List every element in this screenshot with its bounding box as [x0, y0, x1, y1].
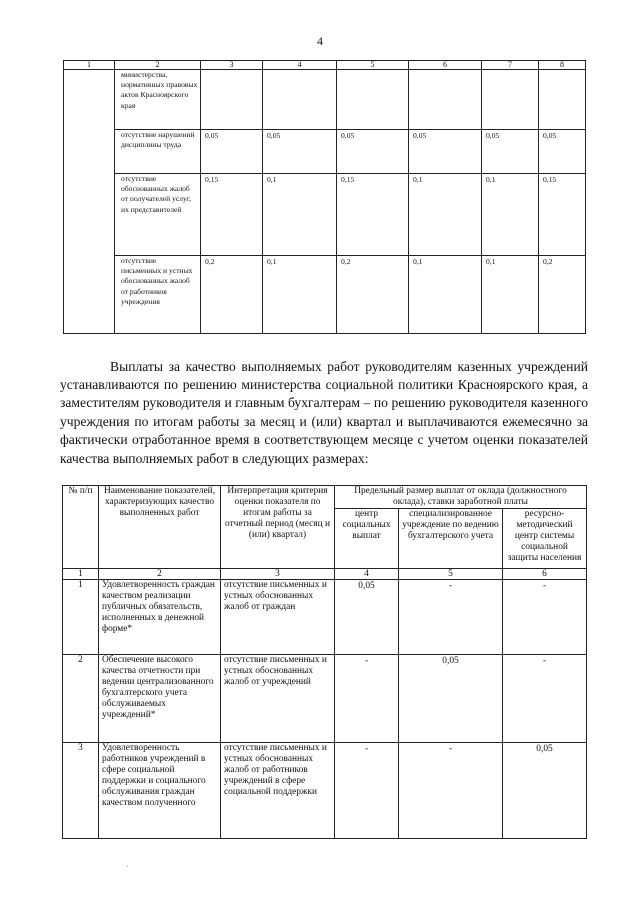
value-cell: 0,2 — [539, 256, 586, 334]
column-index-row — [63, 569, 587, 580]
row-number: 1 — [63, 580, 99, 655]
indicator-criteria: отсутствие письменных и устных обоснованных жалоб от работников учреждений в сфере социальной поддержки — [221, 743, 335, 839]
indicator-criteria: отсутствие письменных и устных обоснованных жалоб от учреждений — [221, 655, 335, 743]
value-cell: 0,05 — [539, 130, 586, 174]
table-row — [63, 743, 587, 839]
table-row — [63, 580, 587, 655]
indicator-criteria: отсутствие письменных и устных обоснованных жалоб от граждан — [221, 580, 335, 655]
value-cell: 0,15 — [337, 174, 409, 256]
header-resource-center: ресурсно-методический центр системы социальной защиты населения — [503, 509, 587, 569]
value-resource-center: 0,05 — [503, 743, 587, 839]
header-criteria: Интерпретация критерия оценки показателя по итогам работы за отчетный период (месяц и (или) квартал) — [221, 486, 335, 569]
table-row — [64, 256, 586, 334]
value-social-payments-center: - — [335, 743, 399, 839]
value-cell: 0,05 — [201, 130, 263, 174]
value-cell: 0,1 — [263, 256, 337, 334]
value-accounting-institution: 0,05 — [399, 655, 503, 743]
criterion-cell: отсутствие обоснованных жалоб от получателей услуг, их представителей — [115, 174, 201, 256]
value-accounting-institution: - — [399, 580, 503, 655]
value-cell: 0,05 — [337, 130, 409, 174]
value-cell: 0,15 — [539, 174, 586, 256]
value-cell: 0,05 — [482, 130, 539, 174]
value-cell — [539, 70, 586, 130]
header-name: Наименование показателей, характеризующих качество выполненных работ — [99, 486, 221, 569]
value-cell: 0,1 — [409, 256, 482, 334]
column-index: 2 — [99, 569, 221, 580]
header-social-payments-center: центр социальных выплат — [335, 509, 399, 569]
table-row — [64, 130, 586, 174]
value-cell: 0,05 — [263, 130, 337, 174]
column-index: 8 — [539, 61, 586, 70]
value-cell: 0,1 — [409, 174, 482, 256]
value-resource-center: - — [503, 655, 587, 743]
column-index: 5 — [399, 569, 503, 580]
value-cell — [263, 70, 337, 130]
value-resource-center: - — [503, 580, 587, 655]
value-accounting-institution: - — [399, 743, 503, 839]
indicator-name: Удовлетворенность граждан качеством реализации публичных обязательств, исполненных в денежной форме* — [99, 580, 221, 655]
scan-speck: · — [126, 862, 129, 871]
column-index-row — [64, 61, 586, 70]
column-index: 1 — [63, 569, 99, 580]
column-index: 6 — [409, 61, 482, 70]
row-number: 3 — [63, 743, 99, 839]
criterion-cell: отсутствие письменных и устных обоснованных жалоб от работников учреждения — [115, 256, 201, 334]
value-cell: 0,1 — [482, 174, 539, 256]
value-cell: 0,1 — [482, 256, 539, 334]
value-cell — [201, 70, 263, 130]
indicator-name: Удовлетворенность работников учреждений в сфере социальной поддержки и социального обслуживания граждан качеством полученного — [99, 743, 221, 839]
table-row — [63, 655, 587, 743]
value-cell — [409, 70, 482, 130]
indicator-name: Обеспечение высокого качества отчетности при ведении централизованного бухгалтерского учета обслуживаемых учреждений* — [99, 655, 221, 743]
criteria-table-continued — [63, 60, 586, 334]
column-index: 6 — [503, 569, 587, 580]
value-social-payments-center: - — [335, 655, 399, 743]
column-index: 2 — [115, 61, 201, 70]
row-number: 2 — [63, 655, 99, 743]
column-index: 1 — [64, 61, 115, 70]
header-limit: Предельный размер выплат от оклада (должностного оклада), ставки заработной платы — [335, 486, 587, 509]
page-number: 4 — [317, 34, 323, 48]
value-cell: 0,05 — [409, 130, 482, 174]
payments-table — [62, 485, 587, 839]
column-index: 5 — [337, 61, 409, 70]
header-row — [63, 486, 587, 509]
table-row — [64, 174, 586, 256]
value-cell: 0,15 — [201, 174, 263, 256]
value-cell — [482, 70, 539, 130]
merged-empty-cell — [64, 70, 115, 334]
column-index: 4 — [335, 569, 399, 580]
value-cell — [337, 70, 409, 130]
body-paragraph: Выплаты за качество выполняемых работ руководителям казенных учреждений устанавливаются по решению министерства социальной политики Красноярского края, а заместителям руководителя и главным бухгалтерам – по решению руководителя казенного учреждения по итогам работы за месяц и (или) квартал и выплачиваются ежемесячно за фактически отработанное время в соответствующем месяце с учетом оценки показателей качества выполняемых работ в следующих размерах: — [60, 358, 588, 466]
column-index: 4 — [263, 61, 337, 70]
criterion-cell: отсутствие нарушений дисциплины труда — [115, 130, 201, 174]
criterion-cell: министерства, нормативных правовых актов Красноярского края — [115, 70, 201, 130]
value-cell: 0,1 — [263, 174, 337, 256]
column-index: 3 — [221, 569, 335, 580]
value-cell: 0,2 — [201, 256, 263, 334]
header-accounting-institution: специализированное учреждение по ведению бухгалтерского учета — [399, 509, 503, 569]
value-social-payments-center: 0,05 — [335, 580, 399, 655]
value-cell: 0,2 — [337, 256, 409, 334]
table-row — [64, 70, 586, 130]
header-num: № п/п — [63, 486, 99, 569]
column-index: 7 — [482, 61, 539, 70]
column-index: 3 — [201, 61, 263, 70]
